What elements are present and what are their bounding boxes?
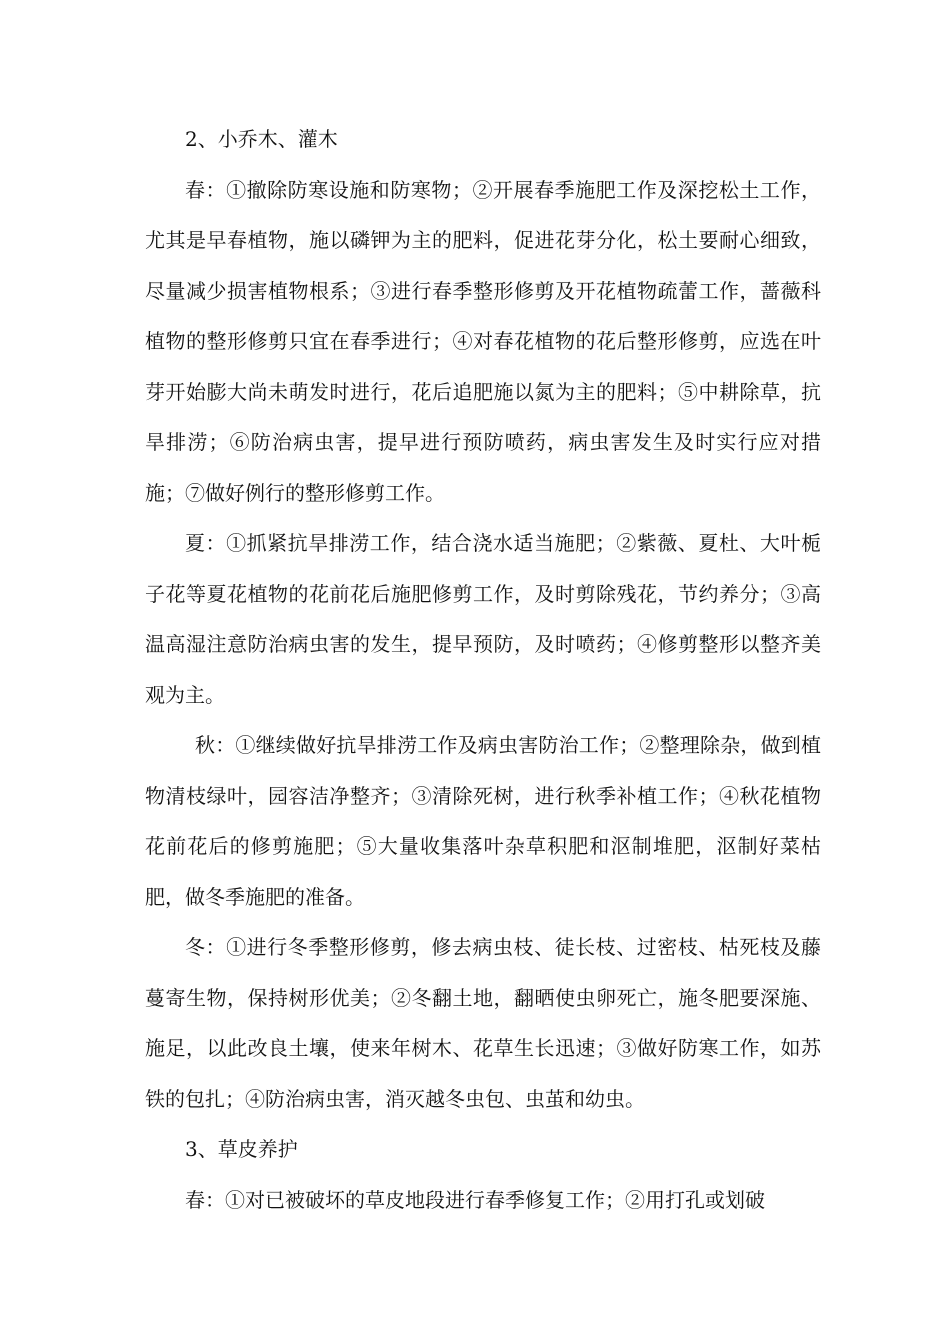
paragraph-winter-shrubs: 冬：①进行冬季整形修剪，修去病虫枝、徒长枝、过密枝、枯死枝及藤蔓寄生物，保持树形优美；②冬翻土地，翻晒使虫卵死亡，施冬肥要深施、施足，以此改良土壤，使来年树木、花草生长迅速；③做好防寒工作，如苏铁的包扎；④防治病虫害，消灭越冬虫包、虫茧和幼虫。	[145, 935, 821, 1111]
paragraph-spring-lawn: 春：①对已被破坏的草皮地段进行春季修复工作；②用打孔或划破	[185, 1187, 765, 1212]
paragraph-spring-shrubs: 春：①撤除防寒设施和防寒物；②开展春季施肥工作及深挖松土工作，尤其是早春植物，施以磷钾为主的肥料，促进花芽分化，松土要耐心细致，尽量减少损害植物根系；③进行春季整形修剪及开花植物疏蕾工作，蔷薇科植物的整形修剪只宜在春季进行；④对春花植物的花后整形修剪，应选在叶芽开始膨大尚未萌发时进行，花后追肥施以氮为主的肥料；⑤中耕除草，抗旱排涝；⑥防治病虫害，提早进行预防喷药，病虫害发生及时实行应对措施；⑦做好例行的整形修剪工作。	[145, 177, 821, 505]
section-heading-shrubs: 2、小乔木、灌木	[185, 127, 338, 151]
paragraph-summer-shrubs: 夏：①抓紧抗旱排涝工作，结合浇水适当施肥；②紫薇、夏杜、大叶栀子花等夏花植物的花前花后施肥修剪工作，及时剪除残花，节约养分；③高温高湿注意防治病虫害的发生，提早预防，及时喷药；④修剪整形以整齐美观为主。	[145, 531, 821, 707]
paragraph-autumn-shrubs: 秋：①继续做好抗旱排涝工作及病虫害防治工作；②整理除杂，做到植物清枝绿叶，园容洁净整齐；③清除死树，进行秋季补植工作；④秋花植物花前花后的修剪施肥；⑤大量收集落叶杂草积肥和沤制堆肥，沤制好菜枯肥，做冬季施肥的准备。	[145, 733, 821, 909]
document-body	[145, 114, 821, 1225]
section-heading-lawn: 3、草皮养护	[185, 1137, 298, 1161]
